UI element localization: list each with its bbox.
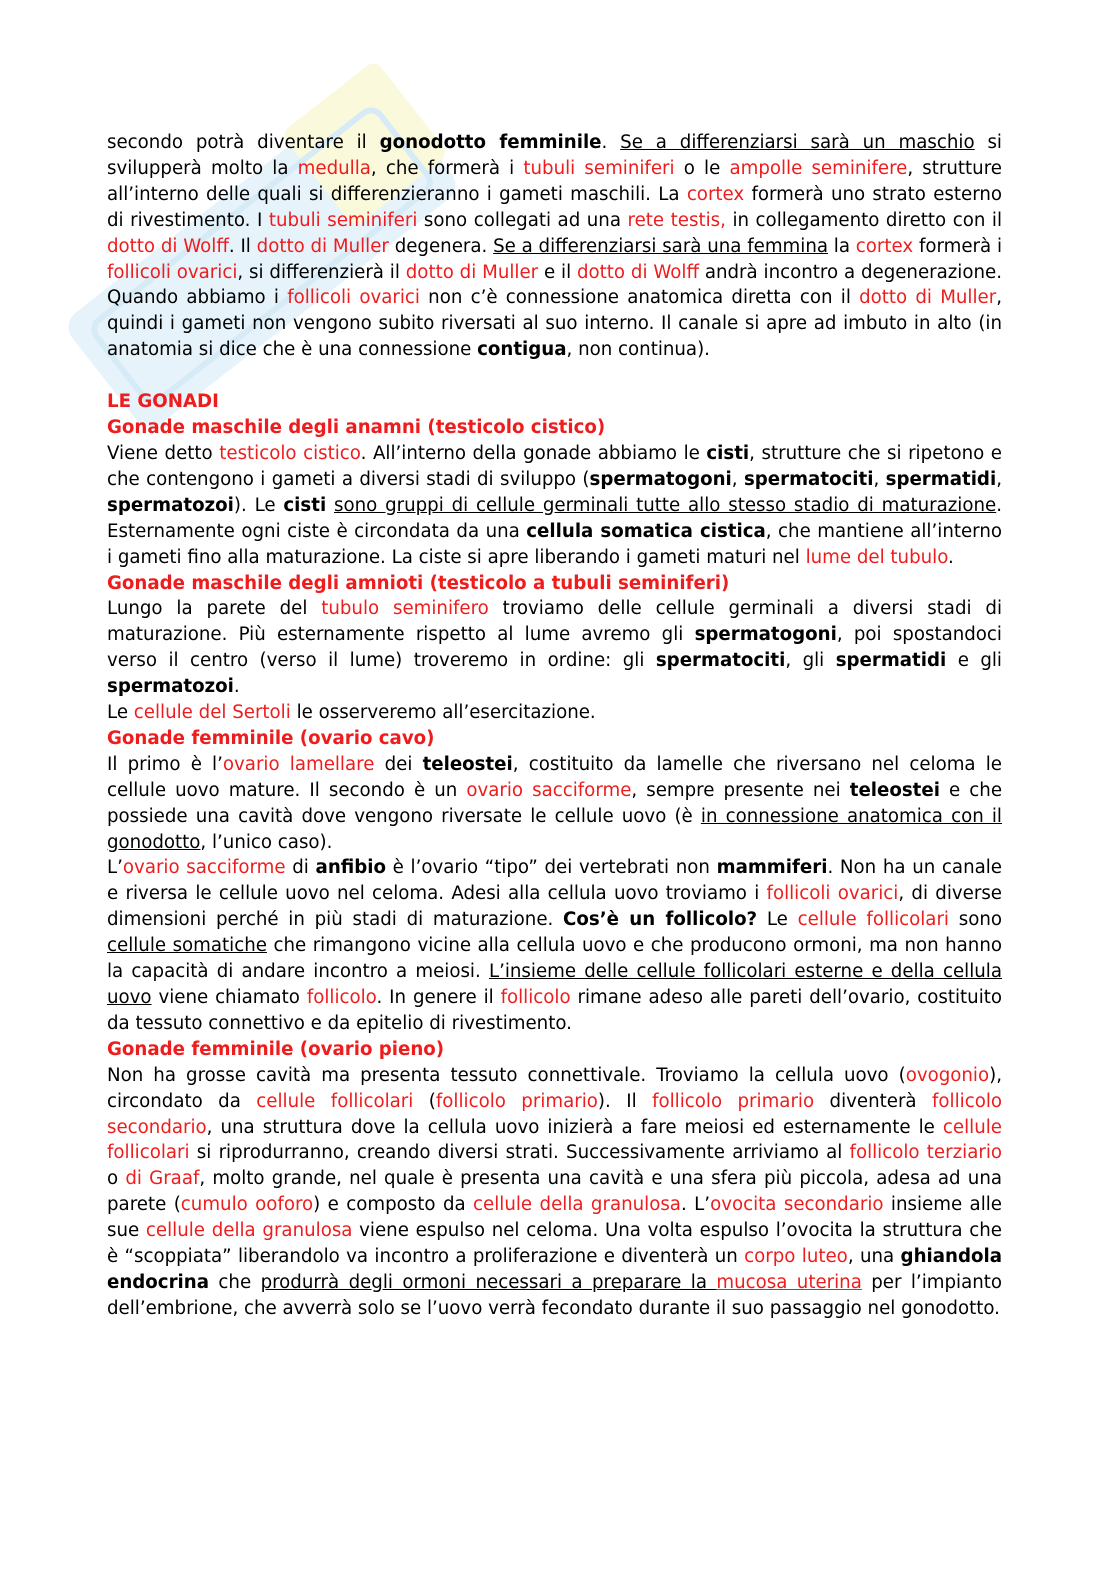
- text-run: , che formerà i: [370, 157, 524, 179]
- text-run: o: [107, 1168, 126, 1190]
- highlighted-term: lume del tubulo: [805, 546, 949, 568]
- text-run: Lungo la parete del: [107, 598, 322, 620]
- text-run: andrà incontro a degenerazione. Quando abbiamo i: [107, 261, 1002, 309]
- bold-term: teleostei: [422, 753, 513, 775]
- text-run: . Esternamente ogni ciste è circondata da una: [107, 494, 1002, 542]
- text-run: , una struttura dove la cellula uovo inizierà a fare meiosi ed esternamente le: [206, 1116, 943, 1138]
- text-run: , che mantiene all’interno i gameti fino alla maturazione. La ciste si apre liberando i gameti maturi nel: [107, 520, 1002, 568]
- text-run: , di diverse dimensioni perché in più stadi di maturazione.: [107, 883, 1003, 931]
- bold-term: Cos’è un follicolo?: [563, 909, 758, 931]
- text-run: , una: [847, 1246, 901, 1268]
- text-run: e gli: [946, 650, 1002, 672]
- highlighted-term: medulla: [297, 157, 371, 179]
- text-run: di: [285, 857, 316, 879]
- text-run: , si differenzierà il: [237, 261, 406, 283]
- text-run: [326, 495, 334, 516]
- paragraph-spacer: [107, 363, 1002, 389]
- text-run: insieme alle sue: [107, 1194, 1002, 1242]
- text-run: rimane adeso alle pareti dell’ovario, costituito da tessuto connettivo e da epitelio di rivestimento.: [107, 987, 1003, 1034]
- text-run: . In genere il: [376, 987, 501, 1008]
- highlighted-term: follicoli ovarici: [107, 261, 238, 283]
- text-run: . L’: [680, 1194, 711, 1216]
- highlighted-term: cumulo ooforo: [180, 1194, 314, 1216]
- text-run: ,: [731, 468, 744, 490]
- bold-term: mammiferi: [716, 857, 828, 879]
- text-run: non c’è connessione anatomica diretta con il: [419, 287, 860, 309]
- text-run: sono collegati ad una: [417, 209, 628, 231]
- text-run: si riprodurranno, creando diversi strati. Successivamente arriviamo al: [189, 1142, 850, 1164]
- text-run: Il primo è l’: [107, 753, 223, 775]
- text-run: in collegamento diretto con il: [725, 209, 1002, 231]
- text-run: e che possiede una cavità dove vengono riversate le cellule uovo (è: [107, 779, 1003, 827]
- paragraph: [107, 130, 1002, 363]
- highlighted-term: follicolo primario: [435, 1090, 598, 1112]
- paragraph: [107, 700, 1002, 726]
- text-run: o le: [674, 157, 730, 179]
- text-run: , gli: [785, 650, 836, 672]
- text-run: ,: [873, 468, 886, 490]
- highlighted-term: cellule della granulosa: [473, 1194, 681, 1216]
- bold-term: contigua: [477, 339, 567, 361]
- highlighted-term: ovario sacciforme: [466, 779, 632, 801]
- highlighted-term: dotto di Wolff: [576, 261, 699, 283]
- highlighted-term: cortex: [855, 235, 914, 257]
- section-heading: Gonade maschile degli amnioti (testicolo a tubuli seminiferi): [107, 572, 730, 594]
- text-run: Viene detto: [107, 442, 220, 464]
- highlighted-term: dotto di Muller: [256, 235, 389, 257]
- section-heading: Gonade femminile (ovario cavo): [107, 727, 435, 749]
- highlighted-term: follicoli ovarici: [766, 883, 899, 905]
- text-run: . Il: [228, 235, 257, 257]
- underlined-phrase: cellule somatiche: [107, 935, 267, 957]
- paragraph: [107, 1063, 1002, 1322]
- section-heading: LE GONADI: [107, 391, 219, 413]
- highlighted-term: follicoli ovarici: [287, 287, 420, 309]
- underlined-phrase: in connessione anatomica con il gonodotto: [107, 805, 1002, 853]
- text-run: (: [413, 1090, 436, 1112]
- paragraph: [107, 441, 1002, 571]
- highlighted-term: cellule follicolari: [107, 1116, 1002, 1164]
- text-run: diventerà: [814, 1090, 932, 1112]
- highlighted-term: mucosa uterina: [716, 1271, 862, 1293]
- highlighted-term: tubuli seminiferi: [268, 209, 418, 231]
- section-heading: Gonade maschile degli anamni (testicolo cistico): [107, 417, 606, 439]
- highlighted-term: ovario sacciforme: [122, 857, 286, 879]
- text-run: Le: [107, 702, 134, 724]
- highlighted-term: dotto di Muller: [859, 287, 997, 309]
- text-run: ,: [996, 468, 1002, 490]
- text-run: . All’interno della gonade abbiamo le: [360, 442, 707, 464]
- text-run: le osserveremo all’esercitazione.: [290, 702, 596, 724]
- highlighted-term: rete testis,: [627, 209, 726, 231]
- bold-term: anfibio: [315, 857, 386, 879]
- text-run: , sempre presente nei: [631, 779, 850, 801]
- text-run: , poi spostandoci verso il centro (verso il lume) troveremo in ordine: gli: [107, 624, 1002, 672]
- document-body: [107, 130, 1002, 1322]
- bold-term: cellula somatica cistica: [526, 520, 766, 542]
- text-run: si svilupperà molto la: [107, 132, 1002, 179]
- text-run: Le: [757, 909, 798, 931]
- text-run: ), circondato da: [107, 1064, 1002, 1112]
- paragraph: [107, 752, 1002, 856]
- highlighted-term: tubuli seminiferi: [523, 157, 675, 179]
- text-run: .: [601, 132, 621, 153]
- bold-term: cisti: [706, 442, 750, 464]
- text-run: troviamo delle cellule germinali a diversi stadi di maturazione. Più esternamente rispetto al lume avremo gli: [107, 598, 1003, 646]
- text-run: , non continua).: [566, 339, 710, 361]
- underlined-phrase: Se a differenziarsi sarà un maschio: [620, 132, 975, 153]
- underlined-phrase: produrrà degli ormoni necessari a preparare la: [260, 1271, 717, 1293]
- text-run: e il: [538, 261, 577, 283]
- text-run: formerà i: [913, 235, 1003, 257]
- bold-term: spermatidi: [835, 650, 947, 672]
- highlighted-term: dotto di Wolff: [107, 235, 229, 257]
- bold-term: spermatidi: [885, 468, 997, 490]
- text-run: ). Le: [233, 494, 284, 516]
- text-run: ). Il: [597, 1090, 653, 1112]
- text-run: sono: [948, 909, 1002, 931]
- text-run: la: [828, 235, 856, 257]
- section-heading: Gonade femminile (ovario pieno): [107, 1038, 445, 1060]
- text-run: che: [209, 1271, 261, 1293]
- text-run: Non ha grosse cavità ma presenta tessuto connettivale. Troviamo la cellula uovo (: [107, 1064, 906, 1086]
- highlighted-term: tubulo seminifero: [321, 598, 489, 620]
- text-run: , l’unico caso).: [200, 831, 333, 853]
- bold-term: spermatociti: [655, 650, 786, 672]
- bold-term: spermatozoi: [107, 676, 234, 698]
- text-run: L’: [107, 857, 123, 879]
- text-run: dei: [374, 753, 423, 775]
- highlighted-term: follicolo: [500, 987, 571, 1008]
- bold-term: spermatogoni: [694, 624, 837, 646]
- highlighted-term: dotto di Muller: [405, 261, 539, 283]
- paragraph: [107, 596, 1002, 700]
- paragraph: [107, 855, 1002, 1036]
- highlighted-term: cellule follicolari: [797, 909, 949, 931]
- bold-term: ghiandola endocrina: [107, 1246, 1002, 1293]
- text-run: formerà uno strato esterno di rivestimento. I: [107, 183, 1003, 231]
- bold-term: teleostei: [849, 779, 940, 801]
- text-run: ) e composto da: [313, 1194, 474, 1216]
- text-run: , strutture che si ripetono e che contengono i gameti a diversi stadi di sviluppo (: [107, 442, 1002, 490]
- highlighted-term: ovogonio: [905, 1064, 990, 1086]
- bold-term: spermatociti: [743, 468, 874, 490]
- highlighted-term: testicolo cistico: [219, 442, 361, 464]
- highlighted-term: ampolle seminifere: [729, 157, 908, 179]
- highlighted-term: follicolo: [306, 987, 377, 1008]
- text-run: per l’impianto dell’embrione, che avverrà solo se l’uovo verrà fecondato durante il suo passaggio nel gonodotto.: [107, 1271, 1003, 1319]
- text-run: , costituito da lamelle che riversano nel celoma le cellule uovo mature. Il secondo è un: [107, 753, 1002, 801]
- highlighted-term: ovocita secondario: [710, 1194, 884, 1216]
- text-run: è l’ovario “tipo” dei vertebrati non: [386, 857, 717, 879]
- highlighted-term: follicolo primario: [652, 1090, 815, 1112]
- text-run: , strutture all’interno delle quali si differenzieranno i gameti maschili. La: [107, 157, 1002, 205]
- bold-term: spermatozoi: [107, 494, 234, 516]
- text-run: , quindi i gameti non vengono subito riversati al suo interno. Il canale si apre ad imbuto in alto (in anatomia si dice che è una connessione: [107, 287, 1002, 361]
- bold-term: spermatogoni: [589, 468, 732, 490]
- highlighted-term: follicolo secondario: [107, 1090, 1002, 1138]
- highlighted-term: cortex: [686, 183, 745, 205]
- highlighted-term: corpo luteo: [744, 1246, 848, 1268]
- highlighted-term: cellule del Sertoli: [133, 702, 291, 724]
- text-run: secondo potrà diventare il: [107, 132, 380, 153]
- text-run: viene chiamato: [151, 987, 307, 1008]
- text-run: .: [948, 546, 954, 568]
- bold-term: cisti: [283, 494, 327, 516]
- text-run: .: [233, 676, 240, 698]
- underlined-phrase: Se a differenziarsi sarà una femmina: [493, 235, 828, 257]
- highlighted-term: ovario lamellare: [222, 753, 375, 775]
- underlined-phrase: L’insieme delle cellule follicolari esterne e della cellula uovo: [107, 961, 1002, 1008]
- underlined-phrase: sono gruppi di cellule germinali tutte allo stesso stadio di maturazione: [334, 494, 997, 516]
- highlighted-term: cellule della granulosa: [145, 1220, 353, 1242]
- highlighted-term: follicolo terziario: [849, 1142, 1002, 1164]
- text-run: . Non ha un canale e riversa le cellule uovo nel celoma. Adesi alla cellula uovo troviamo i: [107, 857, 1002, 905]
- text-run: , molto grande, nel quale è presenta una cavità e una sfera più piccola, adesa ad una parete (: [107, 1168, 1002, 1216]
- bold-term: gonodotto femminile: [379, 132, 602, 153]
- text-run: che rimangono vicine alla cellula uovo e che producono ormoni, ma non hanno la capacità di andare incontro a meiosi.: [107, 935, 1002, 983]
- text-run: degenera.: [388, 235, 494, 257]
- highlighted-term: di Graaf: [125, 1168, 200, 1190]
- highlighted-term: cellule follicolari: [256, 1090, 414, 1112]
- text-run: viene espulso nel celoma. Una volta espulso l’ovocita la struttura che è “scoppiata” liberandolo va incontro a proliferazione e diventerà un: [107, 1220, 1002, 1268]
